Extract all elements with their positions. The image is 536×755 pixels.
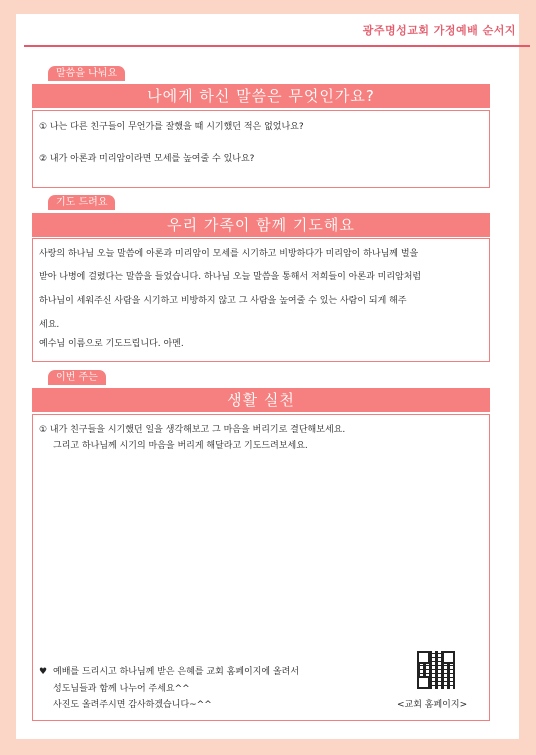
prayer-line: 사랑의 하나님 오늘 말씀에 아론과 미리암이 모세를 시기하고 비방하다가 미리암이 하나님께 벌을 [39,249,419,259]
footer-line-2: 성도님들과 함께 나누어 주세요^^ [53,684,190,694]
section-tab-pray: 기도 드려요 [48,195,115,210]
prayer-line: 하나님이 세워주신 사람을 시기하고 비방하지 않고 그 사람을 높여줄 수 있는 사람이 되게 해주 [39,296,407,306]
prayer-line: 예수님 이름으로 기도드립니다. 아멘. [39,339,184,349]
qr-code-icon[interactable] [417,651,455,689]
practice-line-2: 그리고 하나님께 시기의 마음을 버리게 해달라고 기도드려보세요. [53,441,308,451]
practice-box [32,414,490,721]
church-title: 광주명성교회 가정예배 순서지 [362,24,516,37]
prayer-line: 받아 나병에 걸렸다는 말씀을 들었습니다. 하나님 오늘 말씀을 통해서 저희들이 아론과 미리암처럼 [39,272,422,282]
question-2: ② 내가 아론과 미리암이라면 모세를 높여줄 수 있나요? [39,154,255,164]
practice-line-1: ① 내가 친구들을 시기했던 일을 생각해보고 그 마음을 버리기로 결단해보세요. [39,425,346,435]
section-heading-prayer: 우리 가족이 함께 기도해요 [32,213,490,237]
footer-line-1: 예배를 드리시고 하나님께 받은 은혜를 교회 홈페이지에 올려서 [53,667,300,677]
footer-line-3: 사진도 올려주시면 감사하겠습니다~^^ [53,700,212,710]
question-1: ① 나는 다른 친구들이 무언가를 잘했을 때 시기했던 적은 없었나요? [39,122,304,132]
qr-caption: <교회 홈페이지> [397,700,468,710]
prayer-box [32,238,490,362]
heart-icon: ♥ [39,667,48,677]
header-divider [24,45,530,47]
section-tab-this-week: 이번 주는 [48,370,106,385]
section-heading-word: 나에게 하신 말씀은 무엇인가요? [32,84,490,108]
section-tab-share-word: 말씀을 나눠요 [48,66,125,81]
prayer-line: 세요. [39,320,60,330]
section-heading-practice: 생활 실천 [32,388,490,412]
questions-box [32,110,490,188]
